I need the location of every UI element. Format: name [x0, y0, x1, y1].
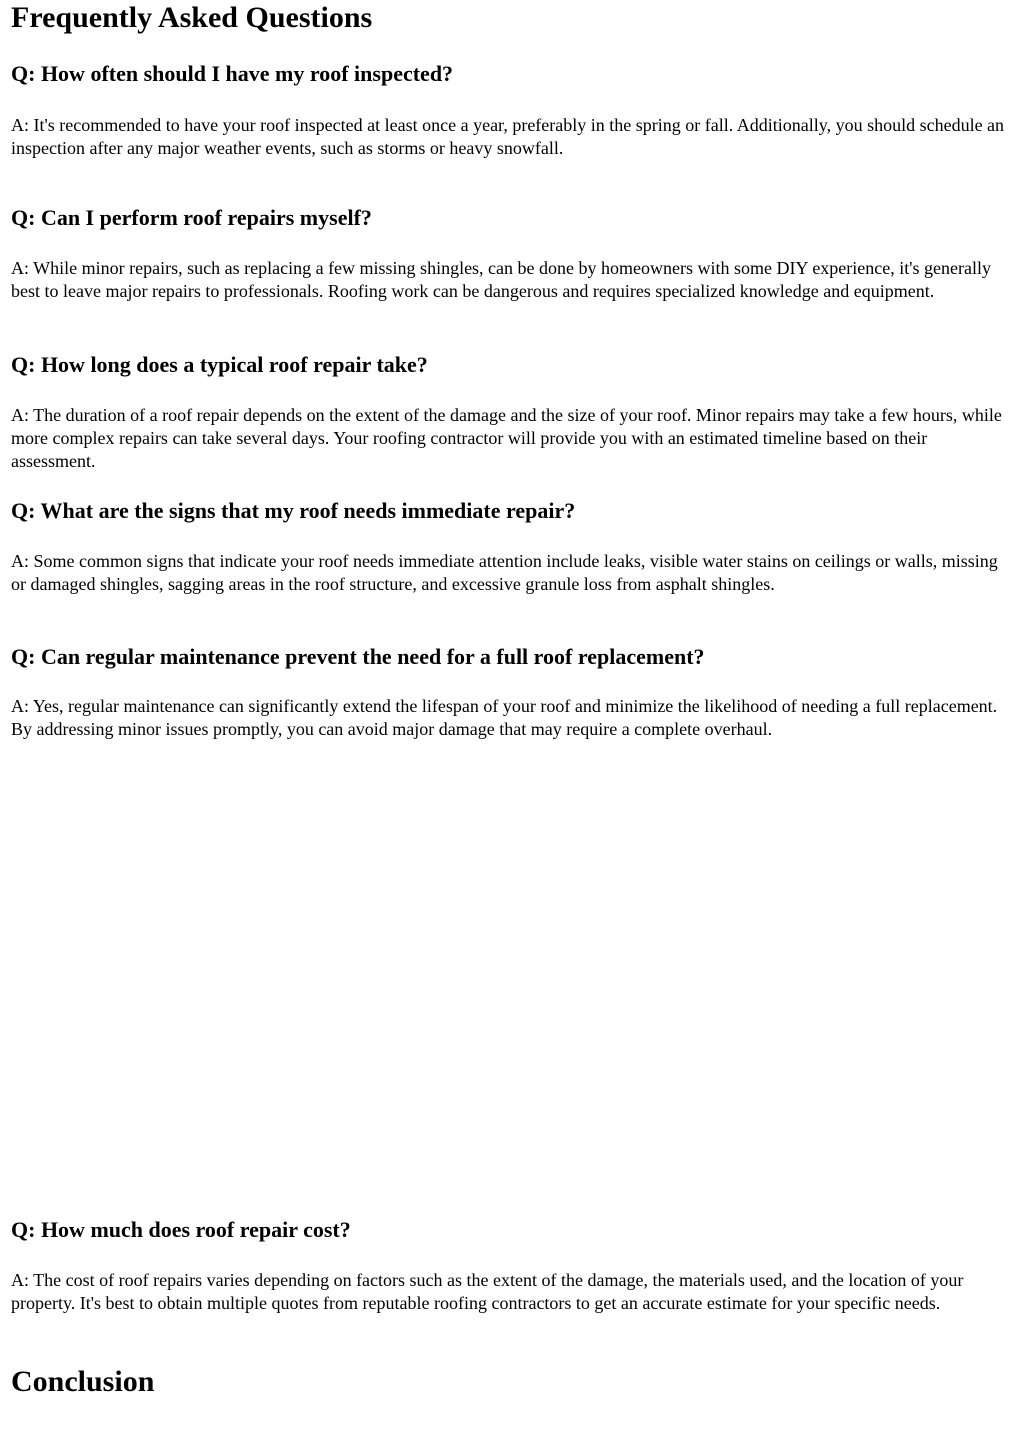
- faq-heading: Frequently Asked Questions: [11, 1, 373, 34]
- faq-question: Q: Can regular maintenance prevent the need for a full roof replacement?: [11, 644, 705, 669]
- faq-answer: A: The duration of a roof repair depends on the extent of the damage and the size of your roof. Minor repairs may take a few hours, while more complex repairs can take several days. Your roofing contractor will provide you with an estimated timeline based on their assessment.: [11, 405, 1002, 472]
- faq-question: Q: Can I perform roof repairs myself?: [11, 205, 372, 230]
- conclusion-heading: Conclusion: [11, 1365, 155, 1398]
- faq-question: Q: What are the signs that my roof needs immediate repair?: [11, 498, 576, 523]
- faq-answer: A: The cost of roof repairs varies depending on factors such as the extent of the damage, the materials used, and the location of your property. It's best to obtain multiple quotes from reputable roofing contractors to get an accurate estimate for your specific needs.: [11, 1270, 964, 1314]
- faq-question: Q: How long does a typical roof repair take?: [11, 352, 428, 377]
- faq-answer: A: It's recommended to have your roof inspected at least once a year, preferably in the spring or fall. Additionally, you should schedule an inspection after any major weather events, such as storms or heavy snowfall.: [11, 115, 1005, 159]
- faq-question: Q: How much does roof repair cost?: [11, 1217, 351, 1242]
- faq-answer: A: Yes, regular maintenance can significantly extend the lifespan of your roof and minimize the likelihood of needing a full replacement. By addressing minor issues promptly, you can avoid major damage that may require a complete overhaul.: [11, 696, 998, 740]
- faq-answer: A: Some common signs that indicate your roof needs immediate attention include leaks, visible water stains on ceilings or walls, missing or damaged shingles, sagging areas in the roof structure, and excessive granule loss from asphalt shingles.: [11, 551, 998, 595]
- faq-question: Q: How often should I have my roof inspected?: [11, 61, 454, 86]
- faq-answer: A: While minor repairs, such as replacing a few missing shingles, can be done by homeowners with some DIY experience, it's generally best to leave major repairs to professionals. Roofing work can be dangerous and requires specialized knowledge and equipment.: [11, 258, 991, 302]
